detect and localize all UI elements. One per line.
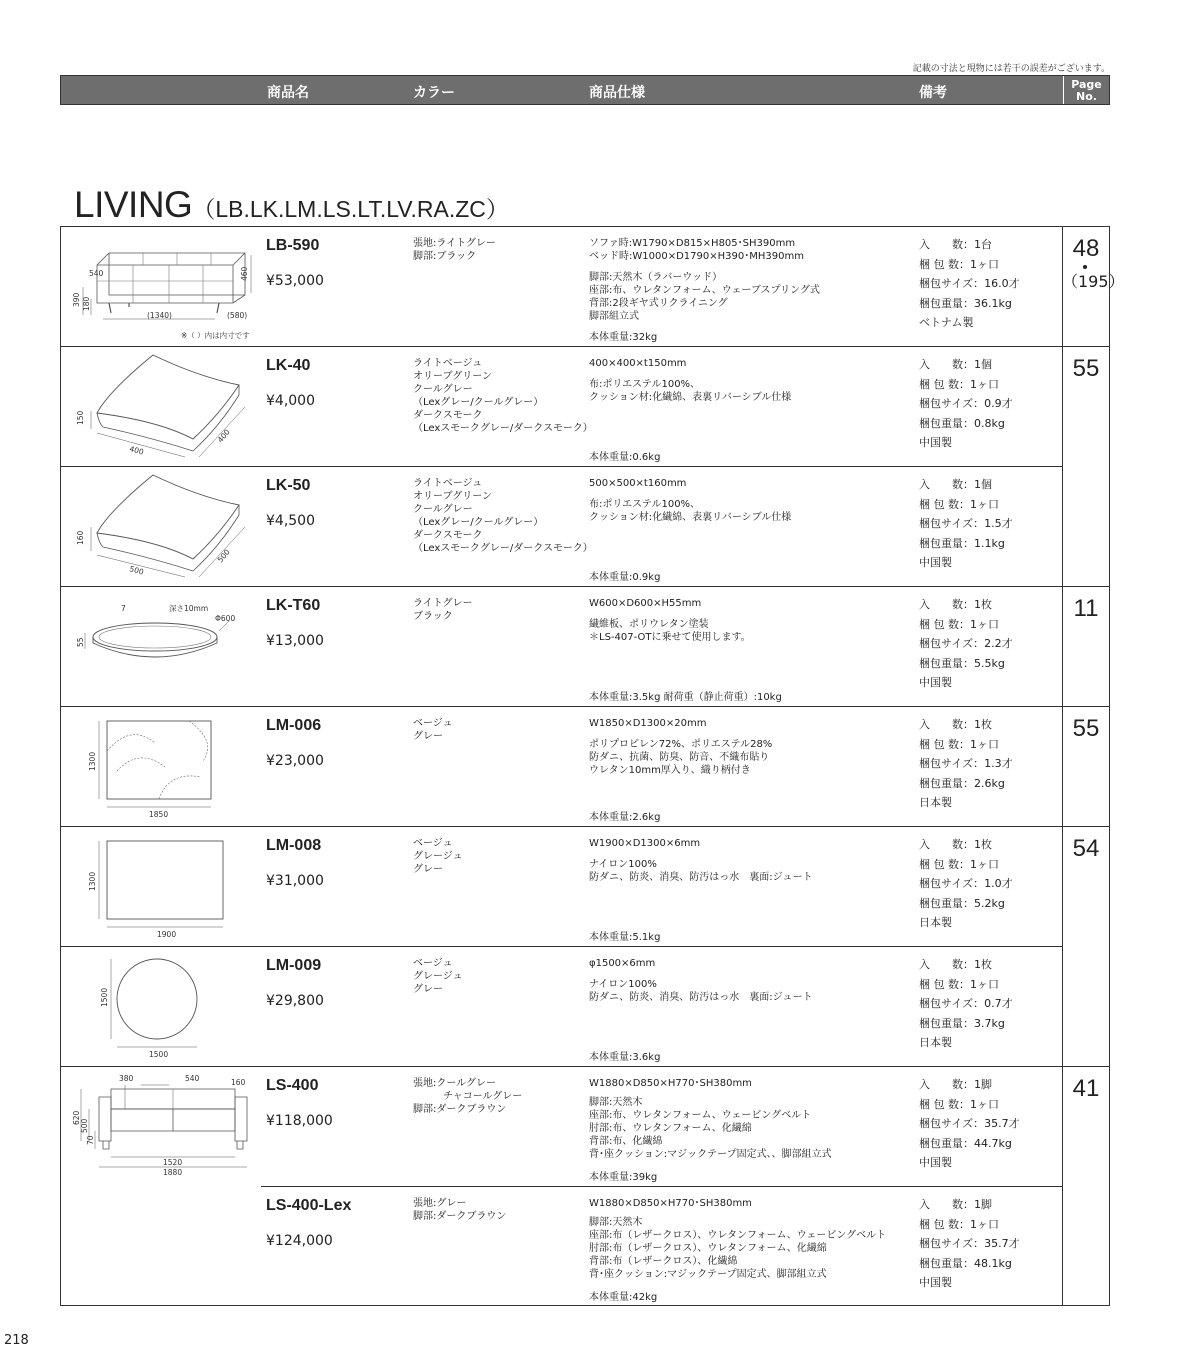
spec-line: 400×400×t150mm (589, 358, 687, 369)
color-item: 張地:クールグレー (413, 1078, 496, 1089)
product-name: LS-400-Lex (266, 1197, 352, 1214)
note-line: 梱包重量：36.1kg (919, 296, 1012, 310)
product-weight: 本体重量:32kg (589, 332, 658, 343)
color-item: グレージュ (413, 851, 463, 862)
product-notes (919, 1195, 1020, 1293)
note-line: 梱包サイズ：2.2才 (919, 637, 1013, 651)
note-line: 梱包サイズ：0.9才 (919, 397, 1013, 411)
spec-line: 防ダニ、防炎、消臭、防汚はっ水 裏面:ジュート (589, 872, 813, 883)
dim-lb-4: 180 (82, 296, 91, 311)
color-item: グレー (413, 984, 443, 995)
dim-lk50-d: 500 (215, 547, 232, 565)
color-item: ダークスモーク (413, 530, 483, 541)
note-line: 梱包重量：48.1kg (919, 1256, 1012, 1270)
diagram-lk-40 (69, 351, 255, 463)
product-colors (413, 237, 496, 263)
spec-line: W1880×D850×H770･SH380mm (589, 1078, 752, 1089)
spec-line: 座部:布、ウレタンフォーム、ウェービングベルト (589, 1110, 812, 1121)
note-line: 梱 包 数：1ヶ口 (919, 617, 999, 631)
dim-lk40-d: 400 (215, 427, 232, 445)
diagram-lk-50 (69, 471, 255, 583)
product-row-ls-400 (61, 1067, 1062, 1187)
note-line: 日本製 (919, 1036, 952, 1050)
product-colors (413, 357, 593, 435)
page-column-divider (1062, 227, 1063, 1305)
spec-line: ナイロン100% (589, 859, 657, 870)
product-notes (919, 715, 1013, 813)
spec-line: 脚部:天然木 (589, 1097, 643, 1108)
product-table (60, 226, 1125, 1306)
spec-line: 脚部:天然木（ラバーウッド） (589, 272, 723, 283)
note-line: 梱包重量：3.7kg (919, 1016, 1005, 1030)
color-item: ベージュ (413, 718, 453, 729)
spec-gap (589, 730, 919, 738)
product-spec (589, 237, 919, 323)
page-divider (1062, 826, 1110, 827)
spec-line: 背･座クッション:マジックテープ固定式、、脚部組立式 (589, 1149, 832, 1160)
dim-lk50-w: 500 (128, 564, 145, 577)
color-item: クールグレー (413, 504, 473, 515)
color-item: ライトベージュ (413, 478, 483, 489)
product-row-lm-008 (61, 827, 1062, 947)
spec-line: 脚部組立式 (589, 311, 639, 322)
spec-line: 500×500×t160mm (589, 478, 687, 489)
header-page-no (1063, 76, 1109, 104)
note-line: 梱 包 数：1ヶ口 (919, 497, 999, 511)
note-line: 梱 包 数：1ヶ口 (919, 1097, 999, 1111)
header-color: カラー (413, 85, 455, 101)
diagram-lb-590 (69, 231, 255, 343)
product-notes (919, 355, 1013, 453)
spec-line: クッション材:化繊綿、表裏リバーシブル仕様 (589, 392, 792, 403)
page-divider (1062, 346, 1110, 347)
note-line: 梱包サイズ：1.5才 (919, 517, 1013, 531)
spec-line: ナイロン100% (589, 979, 657, 990)
table-header (60, 75, 1110, 105)
spec-line: 布:ポリエステル100%、 (589, 499, 701, 510)
product-name: LM-008 (266, 837, 322, 854)
dim-ls400-b: 540 (185, 1074, 200, 1083)
spec-gap (589, 610, 919, 618)
color-item: 張地:ライトグレー (413, 238, 496, 249)
spec-line: W1880×D850×H770･SH380mm (589, 1198, 752, 1209)
page-number-ls: 41 (1072, 1075, 1100, 1102)
color-item: （Lexグレー/クールグレー） (413, 517, 544, 528)
product-colors (413, 1077, 522, 1116)
product-colors (413, 957, 463, 996)
dim-lk50-h: 160 (76, 530, 85, 545)
product-name: LM-009 (266, 957, 322, 974)
section-title-sub: （LB.LK.LM.LS.LT.LV.RA.ZC） (192, 196, 509, 222)
spec-line: 座部:布（レザークロス）、ウレタンフォーム、ウェービングベルト (589, 1230, 887, 1241)
note-line: 中国製 (919, 1156, 952, 1170)
spec-line: 背部:布、化繊綿 (589, 1136, 663, 1147)
note-line: 梱包重量：2.6kg (919, 776, 1005, 790)
page-number-lb-sub: （195） (1062, 272, 1125, 291)
note-line: 梱包重量：5.5kg (919, 656, 1005, 670)
spec-line: ソファ時:W1790×D815×H805･SH390mm (589, 238, 796, 249)
product-weight: 本体重量:39kg (589, 1172, 658, 1183)
product-colors (413, 717, 453, 743)
page-number-lm006: 55 (1072, 715, 1100, 742)
color-item: ベージュ (413, 958, 453, 969)
product-spec (589, 1077, 919, 1161)
dim-lk40-w: 400 (128, 444, 145, 457)
note-line: 梱包重量：1.1kg (919, 536, 1005, 550)
product-spec (589, 837, 919, 884)
note-line: 入 数：1脚 (919, 1198, 992, 1211)
product-row-lb-590 (61, 227, 1062, 347)
note-line: 梱包サイズ：35.7才 (919, 1117, 1020, 1131)
color-item: グレー (413, 864, 443, 875)
color-item: 脚部:ダークブラウン (413, 1211, 507, 1222)
note-line: 梱包重量：0.8kg (919, 416, 1005, 430)
spec-line: ベッド時:W1000×D1790×H390･MH390mm (589, 251, 804, 262)
dim-lb-2: 460 (240, 266, 249, 281)
spec-gap (589, 490, 919, 498)
product-colors (413, 1197, 506, 1223)
header-spec: 商品仕様 (589, 85, 645, 101)
dim-ls400-h: 1880 (163, 1168, 183, 1177)
note-line: 入 数：1枚 (919, 598, 992, 611)
note-line: 梱 包 数：1ヶ口 (919, 257, 999, 271)
product-price: ¥23,000 (266, 753, 324, 769)
dim-ls400-g: 1520 (163, 1158, 183, 1167)
spec-line: W1900×D1300×6mm (589, 838, 701, 849)
dim-lb-6: (580) (227, 311, 248, 320)
product-weight: 本体重量:0.6kg (589, 452, 661, 463)
color-item: ライトベージュ (413, 358, 483, 369)
spec-line: 繊維板、ポリウレタン塗装 (589, 619, 709, 630)
product-price: ¥4,500 (266, 513, 315, 529)
spec-line: 脚部:天然木 (589, 1217, 643, 1228)
color-item: ダークスモーク (413, 410, 483, 421)
color-item: ライトグレー (413, 598, 473, 609)
dim-lb-note: ※（ ）内は内寸です (181, 331, 250, 340)
note-line: 梱 包 数：1ヶ口 (919, 1217, 999, 1231)
spec-line: 背･座クッション:マジックテープ固定式、脚部組立式 (589, 1269, 827, 1280)
note-line: 入 数：1枚 (919, 718, 992, 731)
product-weight: 本体重量:42kg (589, 1292, 658, 1303)
color-item: ブラック (413, 611, 453, 622)
dim-lk40-h: 150 (76, 410, 85, 425)
product-spec (589, 717, 919, 777)
product-row-lm-009 (61, 947, 1062, 1067)
product-name: LK-T60 (266, 597, 321, 614)
dim-lm008-w: 1900 (157, 930, 177, 939)
page-divider (1062, 1066, 1110, 1067)
dim-lm006-h: 1300 (88, 751, 97, 771)
note-line: 梱 包 数：1ヶ口 (919, 377, 999, 391)
spec-line: 防ダニ、防炎、消臭、防汚はっ水 裏面:ジュート (589, 992, 813, 1003)
spec-line: 防ダニ、抗菌、防臭、防音、不織布貼り (589, 752, 770, 763)
product-price: ¥53,000 (266, 273, 324, 289)
product-notes (919, 475, 1013, 573)
product-price: ¥31,000 (266, 873, 324, 889)
header-page-line2: No. (1076, 90, 1097, 103)
diagram-lm-006 (69, 711, 255, 823)
note-line: 日本製 (919, 796, 952, 810)
product-notes (919, 955, 1013, 1053)
dim-ls400-a: 380 (119, 1074, 134, 1083)
dim-lb-5: (1340) (147, 311, 172, 320)
disclaimer: 記載の寸法と現物には若干の誤差がございます。 (912, 64, 1110, 74)
dim-lm006-w: 1850 (149, 810, 169, 819)
dim-ls400-e: 500 (80, 1118, 89, 1133)
page-divider (1062, 586, 1110, 587)
page-number-lb: 48 (1072, 235, 1100, 262)
product-name: LK-50 (266, 477, 311, 494)
product-weight: 本体重量:3.5kg 耐荷重（静止荷重）:10kg (589, 692, 782, 703)
product-price: ¥29,800 (266, 993, 324, 1009)
color-item: チャコールグレー (413, 1091, 523, 1102)
spec-gap (589, 263, 919, 271)
dim-ls400-d: 620 (72, 1110, 81, 1125)
header-notes: 備考 (919, 85, 947, 101)
product-price: ¥124,000 (266, 1233, 333, 1249)
spec-line: ウレタン10mm厚入り、織り柄付き (589, 765, 751, 776)
header-product-name: 商品名 (267, 85, 309, 101)
page-number-lm008: 54 (1072, 835, 1100, 862)
note-line: 梱包サイズ：1.3才 (919, 757, 1013, 771)
spec-line: 背部:布（レザークロス）、化繊綿 (589, 1256, 738, 1267)
note-line: 中国製 (919, 436, 952, 450)
header-page-line1: Page (1071, 78, 1102, 91)
product-name: LS-400 (266, 1077, 319, 1094)
note-line: 梱包サイズ：16.0才 (919, 277, 1020, 291)
note-line: 梱包サイズ：0.7才 (919, 997, 1013, 1011)
dim-lkt60-h: 55 (76, 637, 85, 647)
product-row-ls-400-lex (61, 1187, 1062, 1307)
product-spec (589, 357, 919, 404)
product-colors (413, 597, 473, 623)
note-line: 梱 包 数：1ヶ口 (919, 977, 999, 991)
product-name: LM-006 (266, 717, 322, 734)
product-name: LK-40 (266, 357, 311, 374)
spec-line: 肘部:布、ウレタンフォーム、化繊綿 (589, 1123, 752, 1134)
dim-ls400-c: 160 (231, 1078, 246, 1087)
product-spec (589, 597, 919, 644)
section-title (74, 184, 509, 226)
color-item: （Lexスモークグレー/ダークスモーク） (413, 423, 593, 434)
page-number-lkt: 11 (1073, 595, 1099, 622)
dim-lm009-w: 1500 (149, 1050, 169, 1059)
dim-lkt60-c: Φ600 (215, 614, 236, 623)
color-item: オリーブグリーン (413, 371, 492, 382)
product-colors (413, 837, 463, 876)
product-name: LB-590 (266, 237, 320, 254)
color-item: （Lexグレー/クールグレー） (413, 397, 544, 408)
note-line: 梱包サイズ：1.0才 (919, 877, 1013, 891)
color-item: オリーブグリーン (413, 491, 492, 502)
dim-lb-1: 540 (89, 269, 104, 278)
spec-line: φ1500×6mm (589, 958, 656, 969)
product-notes (919, 1075, 1020, 1173)
note-line: 入 数：1枚 (919, 958, 992, 971)
note-line: 中国製 (919, 556, 952, 570)
footer-page-number: 218 (4, 1333, 29, 1348)
spec-gap (589, 970, 919, 978)
product-notes (919, 235, 1020, 333)
note-line: 梱包重量：5.2kg (919, 896, 1005, 910)
note-line: 入 数：1個 (919, 478, 992, 491)
product-price: ¥13,000 (266, 633, 324, 649)
note-line: 梱 包 数：1ヶ口 (919, 857, 999, 871)
diagram-lm-009 (69, 951, 255, 1063)
product-weight: 本体重量:2.6kg (589, 812, 661, 823)
note-line: 入 数：1脚 (919, 1078, 992, 1091)
color-item: グレージュ (413, 971, 463, 982)
dim-lkt60-b: 深さ10mm (169, 604, 209, 613)
color-item: グレー (413, 731, 443, 742)
dim-lb-3: 390 (72, 292, 81, 307)
spec-line: 座部:布、ウレタンフォーム、ウェーブスプリング式 (589, 285, 820, 296)
product-price: ¥4,000 (266, 393, 315, 409)
spec-line: 背部:2段ギヤ式リクライニング (589, 298, 728, 309)
color-item: クールグレー (413, 384, 473, 395)
note-line: 入 数：1個 (919, 358, 992, 371)
product-weight: 本体重量:5.1kg (589, 932, 661, 943)
product-row-lk-t60 (61, 587, 1062, 707)
page-number-lk: 55 (1072, 355, 1100, 382)
section-title-main: LIVING (74, 184, 193, 225)
product-spec (589, 1197, 919, 1281)
diagram-ls-400 (69, 1071, 255, 1183)
note-line: ベトナム製 (919, 316, 974, 330)
spec-gap (589, 850, 919, 858)
spec-line: クッション材:化繊綿、表裏リバーシブル仕様 (589, 512, 792, 523)
product-notes (919, 835, 1013, 933)
diagram-lm-008 (69, 831, 255, 943)
color-item: （Lexスモークグレー/ダークスモーク） (413, 543, 593, 554)
note-line: 梱 包 数：1ヶ口 (919, 737, 999, 751)
product-spec (589, 957, 919, 1004)
page-divider (1062, 706, 1110, 707)
product-row-lm-006 (61, 707, 1062, 827)
dim-lm009-h: 1500 (100, 987, 109, 1007)
color-item: ベージュ (413, 838, 453, 849)
spec-line: 肘部:布（レザークロス）、ウレタンフォーム、化繊綿 (589, 1243, 827, 1254)
note-line: 梱包サイズ：35.7才 (919, 1237, 1020, 1251)
spec-gap (589, 370, 919, 378)
product-spec (589, 477, 919, 524)
dim-lkt60-a: 7 (121, 604, 126, 613)
product-price: ¥118,000 (266, 1113, 333, 1129)
note-line: 中国製 (919, 676, 952, 690)
dim-ls400-f: 70 (86, 1135, 95, 1145)
product-row-lk-50 (61, 467, 1062, 587)
diagram-lk-t60 (69, 591, 255, 703)
note-line: 日本製 (919, 916, 952, 930)
spec-line: W1850×D1300×20mm (589, 718, 707, 729)
color-item: 脚部:ダークブラウン (413, 1104, 507, 1115)
product-weight: 本体重量:3.6kg (589, 1052, 661, 1063)
product-weight: 本体重量:0.9kg (589, 572, 661, 583)
product-colors (413, 477, 593, 555)
product-row-lk-40 (61, 347, 1062, 467)
note-line: 中国製 (919, 1276, 952, 1290)
spec-line: ポリプロピレン72%、ポリエステル28% (589, 739, 773, 750)
spec-line: 布:ポリエステル100%、 (589, 379, 701, 390)
color-item: 脚部:ブラック (413, 251, 477, 262)
spec-line: W600×D600×H55mm (589, 598, 702, 609)
color-item: 張地:グレー (413, 1198, 467, 1209)
note-line: 入 数：1台 (919, 238, 992, 251)
note-line: 梱包重量：44.7kg (919, 1136, 1012, 1150)
spec-line: ＊LS-407-OTに乗せて使用します。 (589, 632, 751, 643)
note-line: 入 数：1枚 (919, 838, 992, 851)
product-notes (919, 595, 1013, 693)
dim-lm008-h: 1300 (88, 871, 97, 891)
